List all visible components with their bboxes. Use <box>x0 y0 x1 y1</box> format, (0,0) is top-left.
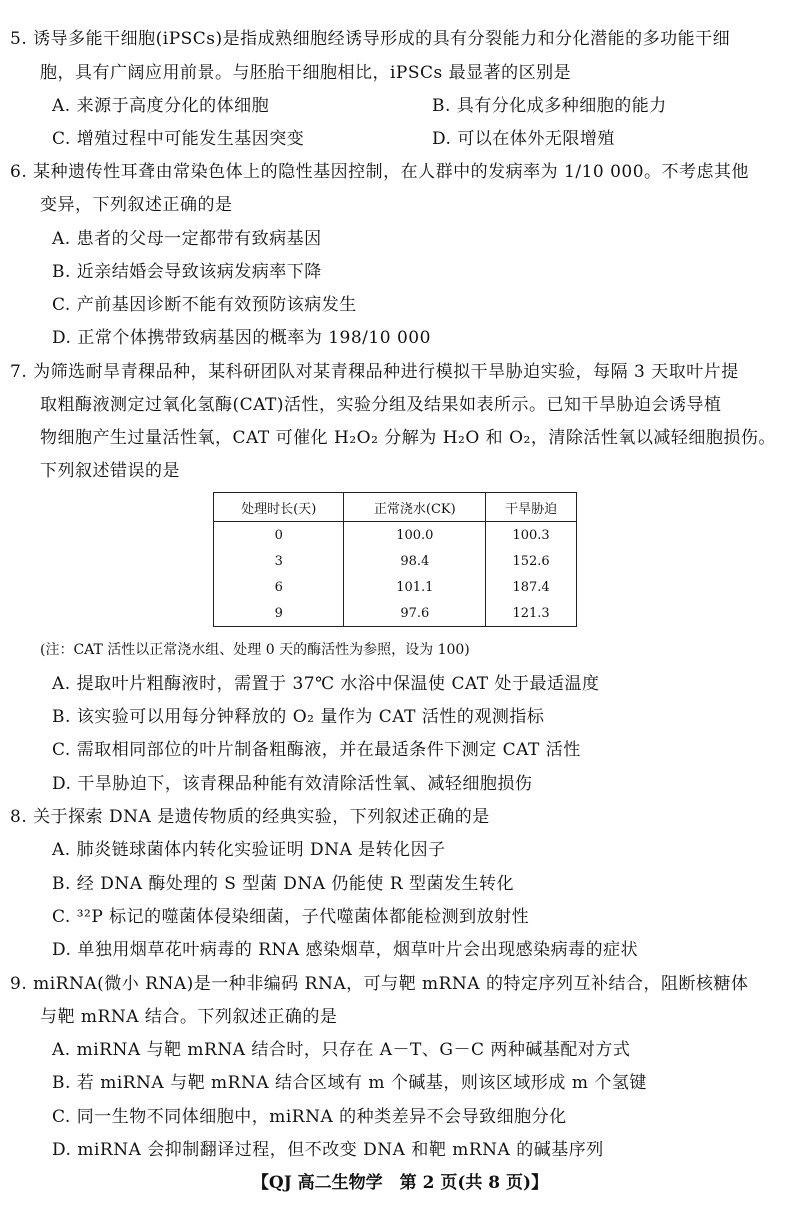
q5-option-d: D. 可以在体外无限增殖 <box>432 129 615 149</box>
q7-stem-line4: 下列叙述错误的是 <box>40 461 180 481</box>
table-cell: 98.4 <box>344 548 486 574</box>
q8-option-d: D. 单独用烟草花叶病毒的 RNA 感染烟草，烟草叶片会出现感染病毒的症状 <box>52 940 639 960</box>
table-cell: 3 <box>214 548 344 574</box>
q6-stem-line2: 变异，下列叙述正确的是 <box>40 195 233 215</box>
table-cell: 100.0 <box>344 522 486 549</box>
q8-option-b: B. 经 DNA 酶处理的 S 型菌 DNA 仍能使 R 型菌发生转化 <box>52 874 515 894</box>
cat-activity-table <box>213 492 577 627</box>
q5-option-c: C. 增殖过程中可能发生基因突变 <box>52 129 305 149</box>
table-row <box>214 600 577 627</box>
q6-option-d: D. 正常个体携带致病基因的概率为 198/10 000 <box>52 328 431 348</box>
table-cell: 97.6 <box>344 600 486 627</box>
q7-option-c: C. 需取相同部位的叶片制备粗酶液，并在最适条件下测定 CAT 活性 <box>52 740 581 760</box>
table-row <box>214 548 577 574</box>
q6-option-b: B. 近亲结婚会导致该病发病率下降 <box>52 262 322 282</box>
q5-stem-line2: 胞，具有广阔应用前景。与胚胎干细胞相比，iPSCs 最显著的区别是 <box>40 63 572 83</box>
table-cell: 101.1 <box>344 574 486 600</box>
q7-stem-line2: 取粗酶液测定过氧化氢酶(CAT)活性，实验分组及结果如表所示。已知干旱胁迫会诱导植 <box>40 395 722 415</box>
q9-option-a: A. miRNA 与靶 mRNA 结合时，只存在 A－T、G－C 两种碱基配对方式 <box>52 1040 631 1060</box>
table-header-row <box>214 493 577 522</box>
table-header: 正常浇水(CK) <box>344 493 486 522</box>
q5-option-b: B. 具有分化成多种细胞的能力 <box>432 96 667 116</box>
q8-stem-line1: 8. 关于探索 DNA 是遗传物质的经典实验，下列叙述正确的是 <box>10 807 490 827</box>
q7-option-b: B. 该实验可以用每分钟释放的 O₂ 量作为 CAT 活性的观测指标 <box>52 707 545 727</box>
q9-stem-line2: 与靶 mRNA 结合。下列叙述正确的是 <box>40 1007 338 1027</box>
q7-option-a: A. 提取叶片粗酶液时，需置于 37℃ 水浴中保温使 CAT 处于最适温度 <box>52 674 600 694</box>
q6-option-c: C. 产前基因诊断不能有效预防该病发生 <box>52 295 357 315</box>
table-row <box>214 574 577 600</box>
table-header: 干旱胁迫 <box>486 493 577 522</box>
table-cell: 6 <box>214 574 344 600</box>
q6-option-a: A. 患者的父母一定都带有致病基因 <box>52 229 322 249</box>
q5-option-a: A. 来源于高度分化的体细胞 <box>52 96 270 116</box>
table-cell: 187.4 <box>486 574 577 600</box>
table-cell: 9 <box>214 600 344 627</box>
table-row <box>214 522 577 549</box>
table-cell: 121.3 <box>486 600 577 627</box>
table-cell: 100.3 <box>486 522 577 549</box>
page-footer: 【QJ 高二生物学 第 2 页(共 8 页)】 <box>251 1173 549 1193</box>
q8-option-a: A. 肺炎链球菌体内转化实验证明 DNA 是转化因子 <box>52 840 446 860</box>
q7-stem-line3: 物细胞产生过量活性氧，CAT 可催化 H₂O₂ 分解为 H₂O 和 O₂，清除活性氧以减轻细胞损伤。 <box>40 428 776 448</box>
table-header: 处理时长(天) <box>214 493 344 522</box>
q8-option-c: C. ³²P 标记的噬菌体侵染细菌，子代噬菌体都能检测到放射性 <box>52 907 530 927</box>
q6-stem-line1: 6. 某种遗传性耳聋由常染色体上的隐性基因控制，在人群中的发病率为 1/10 000。不考虑其他 <box>10 162 750 182</box>
q7-option-d: D. 干旱胁迫下，该青稞品种能有效清除活性氧、减轻细胞损伤 <box>52 774 533 794</box>
table-cell: 152.6 <box>486 548 577 574</box>
q9-option-d: D. miRNA 会抑制翻译过程，但不改变 DNA 和靶 mRNA 的碱基序列 <box>52 1140 604 1160</box>
q5-stem-line1: 5. 诱导多能干细胞(iPSCs)是指成熟细胞经诱导形成的具有分裂能力和分化潜能的多功能干细 <box>10 29 731 49</box>
q9-stem-line1: 9. miRNA(微小 RNA)是一种非编码 RNA，可与靶 mRNA 的特定序列互补结合，阻断核糖体 <box>10 974 749 994</box>
q9-option-b: B. 若 miRNA 与靶 mRNA 结合区域有 m 个碱基，则该区域形成 m 个氢键 <box>52 1073 647 1093</box>
q9-option-c: C. 同一生物不同体细胞中，miRNA 的种类差异不会导致细胞分化 <box>52 1107 567 1127</box>
table-note: (注：CAT 活性以正常浇水组、处理 0 天的酶活性为参照，设为 100) <box>40 642 470 658</box>
table-cell: 0 <box>214 522 344 549</box>
q7-stem-line1: 7. 为筛选耐旱青稞品种，某科研团队对某青稞品种进行模拟干旱胁迫实验，每隔 3 天取叶片提 <box>10 362 739 382</box>
